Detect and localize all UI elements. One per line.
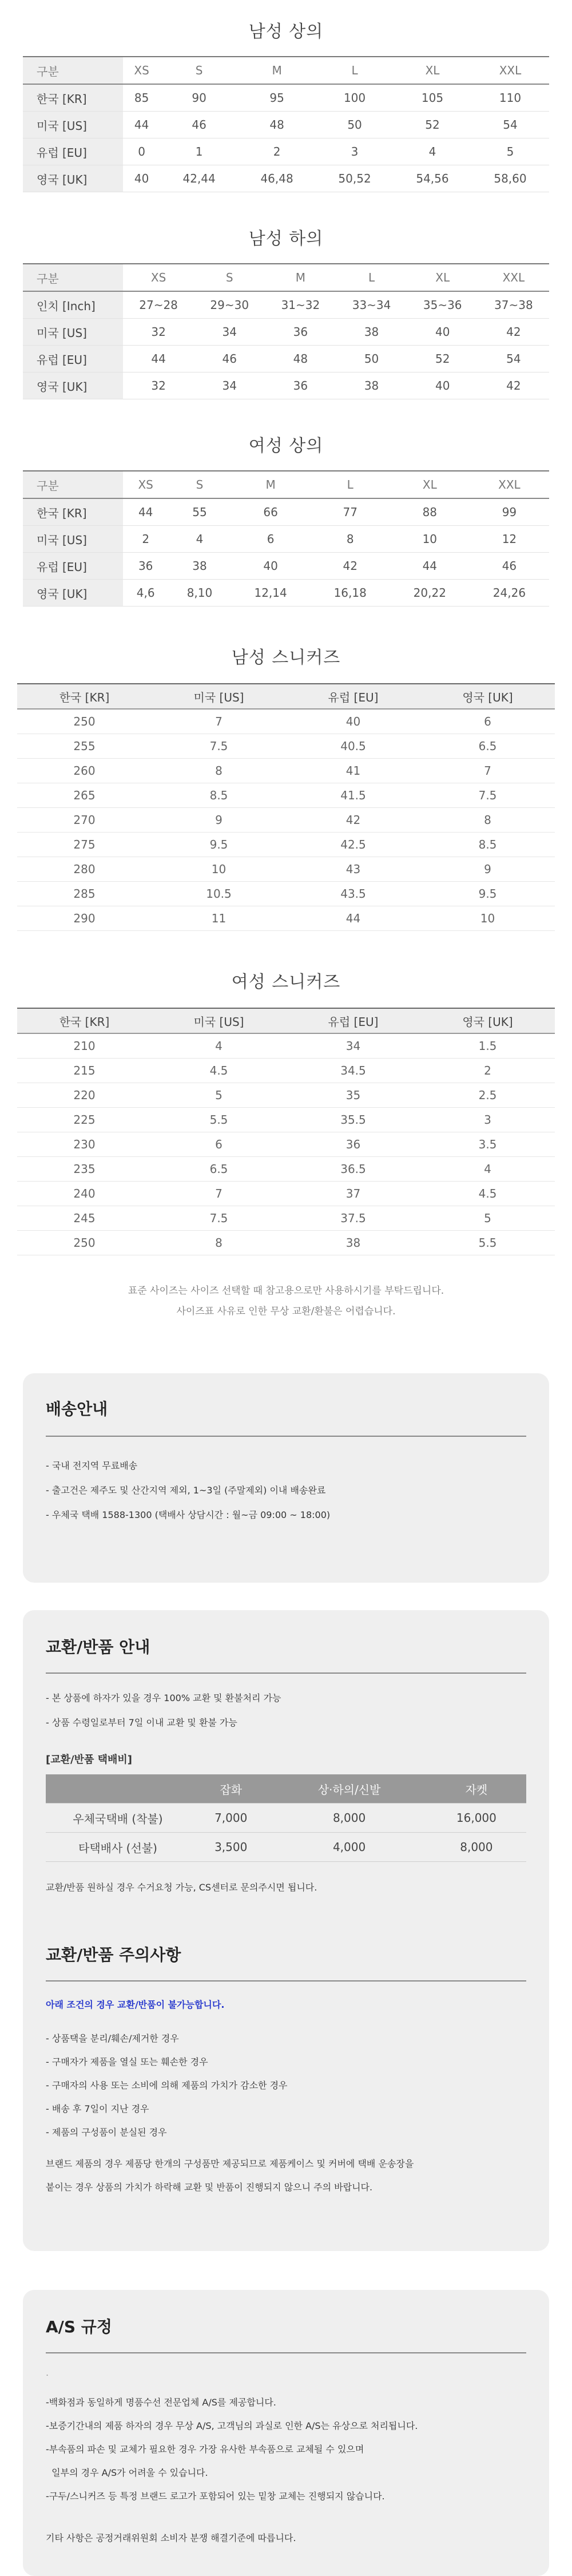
size-header-cell: XL xyxy=(390,471,470,498)
as-line: -백화점과 동일하게 명품수선 전문업체 A/S를 제공합니다. xyxy=(46,2397,276,2408)
size-row xyxy=(23,319,549,346)
size-cell: 110 xyxy=(471,84,549,112)
size-cell: 10 xyxy=(420,906,555,931)
women-sneakers-title: 여성 스니커즈 xyxy=(231,972,341,992)
size-row xyxy=(17,734,555,759)
size-cell: 32 xyxy=(123,319,194,346)
caution-line: - 제품의 구성품이 분실된 경우 xyxy=(46,2127,167,2138)
fee-row xyxy=(46,1804,526,1833)
size-cell: 105 xyxy=(394,84,471,112)
size-header-cell: 구분 xyxy=(23,471,123,498)
size-cell: 42 xyxy=(478,319,549,346)
size-row xyxy=(23,112,549,138)
size-cell: 37 xyxy=(286,1182,420,1206)
size-cell: 12,14 xyxy=(231,580,311,607)
size-row xyxy=(17,1059,555,1083)
size-cell: 8 xyxy=(152,1231,286,1255)
size-cell: 40 xyxy=(407,372,478,399)
size-cell: 42 xyxy=(478,372,549,399)
size-header-cell: XL xyxy=(407,264,478,291)
exchange-box xyxy=(23,1610,549,2251)
size-cell: 40 xyxy=(123,165,160,192)
size-cell: 90 xyxy=(160,84,238,112)
size-notes xyxy=(0,1281,572,1322)
size-cell: 260 xyxy=(17,759,152,783)
size-row xyxy=(17,1231,555,1255)
size-cell: 2 xyxy=(420,1059,555,1083)
fee-table-title: [교환/반품 택배비] xyxy=(46,1754,133,1766)
as-line: -부속품의 파손 및 교체가 필요한 경우 가장 유사한 부속품으로 교체될 수 있으며 xyxy=(46,2444,364,2455)
men-bottoms-table xyxy=(23,263,549,399)
as-title: A/S 규정 xyxy=(46,2317,112,2336)
size-header-cell: 한국 [KR] xyxy=(17,1008,152,1033)
size-cell: 7.5 xyxy=(152,1206,286,1231)
size-cell: 3 xyxy=(420,1108,555,1132)
size-cell: 52 xyxy=(394,112,471,138)
size-cell: 2 xyxy=(123,526,168,553)
size-cell: 5.5 xyxy=(152,1108,286,1132)
size-cell: 100 xyxy=(316,84,394,112)
size-header-cell: XS xyxy=(123,264,194,291)
size-cell: 9 xyxy=(152,808,286,833)
fee-cell: 8,000 xyxy=(272,1804,426,1833)
size-cell: 42,44 xyxy=(160,165,238,192)
size-cell: 5 xyxy=(471,138,549,165)
size-row-label: 한국 [KR] xyxy=(23,498,123,526)
exchange-title: 교환/반품 안내 xyxy=(46,1638,150,1656)
size-row xyxy=(17,709,555,734)
size-cell: 8 xyxy=(152,759,286,783)
size-header-row xyxy=(23,57,549,84)
size-cell: 8.5 xyxy=(152,783,286,808)
size-cell: 88 xyxy=(390,498,470,526)
size-cell: 10 xyxy=(390,526,470,553)
size-row xyxy=(17,1157,555,1182)
size-row-label: 인치 [Inch] xyxy=(23,291,123,319)
size-note-line: 표준 사이즈는 사이즈 선택할 때 참고용으로만 사용하시기를 부탁드립니다. xyxy=(128,1285,444,1297)
size-header-cell: 구분 xyxy=(23,264,123,291)
fee-cell: 3,500 xyxy=(190,1833,272,1862)
size-row xyxy=(17,1132,555,1157)
size-cell: 4,6 xyxy=(123,580,168,607)
size-cell: 40.5 xyxy=(286,734,420,759)
shipping-line: - 국내 전지역 무료배송 xyxy=(46,1460,138,1471)
size-cell: 6 xyxy=(152,1132,286,1157)
size-cell: 54 xyxy=(478,346,549,372)
men-tops-title: 남성 상의 xyxy=(248,22,324,42)
size-row-label: 미국 [US] xyxy=(23,319,123,346)
fee-header-cell: 자켓 xyxy=(427,1774,526,1804)
size-header-cell: 미국 [US] xyxy=(152,684,286,709)
size-header-cell: M xyxy=(265,264,336,291)
size-cell: 220 xyxy=(17,1083,152,1108)
size-row xyxy=(23,291,549,319)
size-header-cell: 영국 [UK] xyxy=(420,1008,555,1033)
size-cell: 36.5 xyxy=(286,1157,420,1182)
caution-paragraph: 브랜드 제품의 경우 제품당 한개의 구성품만 제공되므로 제품케이스 및 커버에 택배 운송장을 xyxy=(46,2158,414,2169)
size-cell: 44 xyxy=(123,112,160,138)
size-header-row xyxy=(17,684,555,709)
size-row-label: 유럽 [EU] xyxy=(23,346,123,372)
size-header-cell: 영국 [UK] xyxy=(420,684,555,709)
size-cell: 210 xyxy=(17,1033,152,1059)
size-cell: 24,26 xyxy=(470,580,549,607)
size-row xyxy=(17,906,555,931)
size-cell: 250 xyxy=(17,1231,152,1255)
size-cell: 46,48 xyxy=(238,165,316,192)
size-cell: 46 xyxy=(194,346,265,372)
men-sneakers-title: 남성 스니커즈 xyxy=(231,648,341,668)
size-cell: 275 xyxy=(17,833,152,857)
size-cell: 5.5 xyxy=(420,1231,555,1255)
size-row xyxy=(17,783,555,808)
size-header-cell: S xyxy=(160,57,238,84)
size-cell: 6.5 xyxy=(152,1157,286,1182)
size-row xyxy=(23,372,549,399)
size-row-label: 미국 [US] xyxy=(23,112,123,138)
size-header-cell: 미국 [US] xyxy=(152,1008,286,1033)
size-header-cell: XL xyxy=(394,57,471,84)
size-cell: 4 xyxy=(394,138,471,165)
size-row xyxy=(23,526,549,553)
size-cell: 5 xyxy=(420,1206,555,1231)
size-cell: 5 xyxy=(152,1083,286,1108)
size-header-cell: XXL xyxy=(470,471,549,498)
size-row xyxy=(17,1033,555,1059)
as-line: 일부의 경우 A/S가 어려울 수 있습니다. xyxy=(46,2467,208,2478)
size-cell: 54,56 xyxy=(394,165,471,192)
as-line: -구두/스니커즈 등 특정 브랜드 로고가 포함되어 있는 밑창 교체는 진행되지 않습니다. xyxy=(46,2491,385,2502)
size-cell: 7 xyxy=(152,1182,286,1206)
exchange-footer: 교환/반품 원하실 경우 수거요청 가능, CS센터로 문의주시면 됩니다. xyxy=(46,1882,317,1893)
size-cell: 99 xyxy=(470,498,549,526)
size-row xyxy=(23,580,549,607)
size-cell: 44 xyxy=(123,498,168,526)
size-row xyxy=(17,1108,555,1132)
size-cell: 40 xyxy=(407,319,478,346)
size-cell: 52 xyxy=(407,346,478,372)
size-cell: 11 xyxy=(152,906,286,931)
men-sneakers-table xyxy=(17,683,555,931)
size-cell: 58,60 xyxy=(471,165,549,192)
size-cell: 34 xyxy=(194,319,265,346)
men-tops-table xyxy=(23,56,549,192)
size-cell: 8.5 xyxy=(420,833,555,857)
fee-cell: 16,000 xyxy=(427,1804,526,1833)
size-cell: 48 xyxy=(238,112,316,138)
size-cell: 35.5 xyxy=(286,1108,420,1132)
fee-header-cell: 상·하의/신발 xyxy=(272,1774,426,1804)
size-header-cell: S xyxy=(168,471,231,498)
fee-cell: 8,000 xyxy=(427,1833,526,1862)
size-cell: 8 xyxy=(311,526,390,553)
size-row xyxy=(17,882,555,906)
size-cell: 0 xyxy=(123,138,160,165)
size-cell: 37.5 xyxy=(286,1206,420,1231)
size-cell: 285 xyxy=(17,882,152,906)
size-cell: 38 xyxy=(336,372,407,399)
size-row xyxy=(23,498,549,526)
women-tops-title: 여성 상의 xyxy=(248,436,324,456)
size-cell: 42.5 xyxy=(286,833,420,857)
size-cell: 9.5 xyxy=(152,833,286,857)
size-header-cell: S xyxy=(194,264,265,291)
size-header-cell: L xyxy=(336,264,407,291)
size-cell: 9.5 xyxy=(420,882,555,906)
size-header-row xyxy=(23,264,549,291)
size-row xyxy=(23,553,549,580)
size-cell: 20,22 xyxy=(390,580,470,607)
caution-highlight: 아래 조건의 경우 교환/반품이 불가능합니다. xyxy=(46,1999,225,2010)
size-cell: 38 xyxy=(168,553,231,580)
size-header-cell: 유럽 [EU] xyxy=(286,1008,420,1033)
size-cell: 4 xyxy=(420,1157,555,1182)
as-footer: 기타 사항은 공정거래위원회 소비자 분쟁 해결기준에 따릅니다. xyxy=(46,2533,296,2543)
size-cell: 46 xyxy=(160,112,238,138)
size-cell: 27~28 xyxy=(123,291,194,319)
size-cell: 4 xyxy=(168,526,231,553)
shipping-box xyxy=(23,1373,549,1583)
size-cell: 255 xyxy=(17,734,152,759)
size-cell: 55 xyxy=(168,498,231,526)
size-cell: 77 xyxy=(311,498,390,526)
size-header-cell: XXL xyxy=(471,57,549,84)
size-header-cell: XS xyxy=(123,57,160,84)
shipping-line: - 우체국 택배 1588-1300 (택배사 상담시간 : 월~금 09:00 ~ 18:00) xyxy=(46,1509,331,1520)
size-row xyxy=(23,84,549,112)
size-cell: 43.5 xyxy=(286,882,420,906)
fee-row xyxy=(46,1833,526,1862)
caution-line: - 상품택을 분리/훼손/제거한 경우 xyxy=(46,2033,179,2044)
as-dot: . xyxy=(46,2367,49,2378)
size-header-cell: 유럽 [EU] xyxy=(286,684,420,709)
size-cell: 8 xyxy=(420,808,555,833)
size-cell: 95 xyxy=(238,84,316,112)
size-row-label: 유럽 [EU] xyxy=(23,138,123,165)
fee-cell: 타택배사 (선불) xyxy=(46,1833,190,1862)
size-cell: 35~36 xyxy=(407,291,478,319)
fee-header-cell: 잡화 xyxy=(190,1774,272,1804)
size-cell: 4 xyxy=(152,1033,286,1059)
size-cell: 42 xyxy=(311,553,390,580)
size-cell: 8,10 xyxy=(168,580,231,607)
size-cell: 40 xyxy=(231,553,311,580)
shipping-title: 배송안내 xyxy=(46,1400,108,1418)
size-cell: 3 xyxy=(316,138,394,165)
fee-header-cell xyxy=(46,1774,190,1804)
size-row xyxy=(23,138,549,165)
size-cell: 32 xyxy=(123,372,194,399)
size-note-line: 사이즈표 사유로 인한 무상 교환/환불은 어렵습니다. xyxy=(176,1306,396,1317)
size-cell: 1 xyxy=(160,138,238,165)
size-row-label: 한국 [KR] xyxy=(23,84,123,112)
size-cell: 215 xyxy=(17,1059,152,1083)
size-row-label: 영국 [UK] xyxy=(23,372,123,399)
size-cell: 36 xyxy=(265,319,336,346)
caution-line: - 구매자가 제품을 열실 또는 훼손한 경우 xyxy=(46,2056,208,2067)
size-cell: 230 xyxy=(17,1132,152,1157)
size-header-row xyxy=(17,1008,555,1033)
size-cell: 7.5 xyxy=(420,783,555,808)
women-sneakers-table xyxy=(17,1008,555,1255)
size-cell: 225 xyxy=(17,1108,152,1132)
size-cell: 235 xyxy=(17,1157,152,1182)
size-row-label: 영국 [UK] xyxy=(23,580,123,607)
size-cell: 34.5 xyxy=(286,1059,420,1083)
size-cell: 7.5 xyxy=(152,734,286,759)
size-row xyxy=(17,1182,555,1206)
size-header-cell: 한국 [KR] xyxy=(17,684,152,709)
size-cell: 4.5 xyxy=(152,1059,286,1083)
size-cell: 12 xyxy=(470,526,549,553)
size-cell: 41 xyxy=(286,759,420,783)
size-cell: 1.5 xyxy=(420,1033,555,1059)
size-cell: 44 xyxy=(286,906,420,931)
size-row-label: 미국 [US] xyxy=(23,526,123,553)
size-row xyxy=(17,759,555,783)
caution-line: - 구매자의 사용 또는 소비에 의해 제품의 가치가 감소한 경우 xyxy=(46,2080,288,2091)
exchange-line: - 상품 수령일로부터 7일 이내 교환 및 환불 가능 xyxy=(46,1717,237,1728)
as-box xyxy=(23,2290,549,2576)
size-cell: 66 xyxy=(231,498,311,526)
size-cell: 46 xyxy=(470,553,549,580)
women-tops-table xyxy=(23,470,549,607)
size-header-cell: XS xyxy=(123,471,168,498)
size-cell: 280 xyxy=(17,857,152,882)
size-cell: 38 xyxy=(286,1231,420,1255)
caution-title: 교환/반품 주의사항 xyxy=(46,1945,181,1964)
shipping-line: - 출고건은 제주도 및 산간지역 제외, 1~3일 (주말제외) 이내 배송완료 xyxy=(46,1485,326,1496)
size-cell: 270 xyxy=(17,808,152,833)
fee-cell: 7,000 xyxy=(190,1804,272,1833)
men-bottoms-title: 남성 하의 xyxy=(248,229,324,249)
size-cell: 240 xyxy=(17,1182,152,1206)
size-cell: 35 xyxy=(286,1083,420,1108)
size-row xyxy=(17,1206,555,1231)
size-cell: 3.5 xyxy=(420,1132,555,1157)
size-row xyxy=(23,346,549,372)
exchange-line: - 본 상품에 하자가 있을 경우 100% 교환 및 환불처리 가능 xyxy=(46,1693,281,1703)
size-cell: 50 xyxy=(316,112,394,138)
size-cell: 16,18 xyxy=(311,580,390,607)
size-header-cell: L xyxy=(316,57,394,84)
fee-header-row xyxy=(46,1774,526,1804)
size-cell: 54 xyxy=(471,112,549,138)
size-cell: 7 xyxy=(420,759,555,783)
caution-paragraph: 붙이는 경우 상품의 가치가 하락해 교환 및 반품이 진행되지 않으니 주의 바랍니다. xyxy=(46,2182,373,2193)
size-cell: 7 xyxy=(152,709,286,734)
size-cell: 2.5 xyxy=(420,1083,555,1108)
size-cell: 34 xyxy=(194,372,265,399)
fee-cell: 우체국택배 (착불) xyxy=(46,1804,190,1833)
size-row xyxy=(23,165,549,192)
size-cell: 36 xyxy=(123,553,168,580)
size-cell: 33~34 xyxy=(336,291,407,319)
size-row xyxy=(17,808,555,833)
size-row xyxy=(17,833,555,857)
size-cell: 43 xyxy=(286,857,420,882)
size-cell: 265 xyxy=(17,783,152,808)
size-cell: 6 xyxy=(420,709,555,734)
as-line: -보증기간내의 제품 하자의 경우 무상 A/S, 고객님의 과실로 인한 A/S는 유상으로 처리됩니다. xyxy=(46,2420,418,2431)
size-header-cell: L xyxy=(311,471,390,498)
caution-line: - 배송 후 7일이 지난 경우 xyxy=(46,2103,149,2114)
size-cell: 34 xyxy=(286,1033,420,1059)
size-cell: 6 xyxy=(231,526,311,553)
size-cell: 85 xyxy=(123,84,160,112)
size-row-label: 유럽 [EU] xyxy=(23,553,123,580)
size-cell: 36 xyxy=(265,372,336,399)
size-cell: 44 xyxy=(123,346,194,372)
size-cell: 38 xyxy=(336,319,407,346)
size-header-cell: 구분 xyxy=(23,57,123,84)
size-cell: 2 xyxy=(238,138,316,165)
size-cell: 41.5 xyxy=(286,783,420,808)
size-cell: 42 xyxy=(286,808,420,833)
size-header-cell: M xyxy=(238,57,316,84)
size-cell: 4.5 xyxy=(420,1182,555,1206)
size-header-cell: M xyxy=(231,471,311,498)
size-cell: 9 xyxy=(420,857,555,882)
size-cell: 50 xyxy=(336,346,407,372)
fee-cell: 4,000 xyxy=(272,1833,426,1862)
size-header-row xyxy=(23,471,549,498)
size-cell: 36 xyxy=(286,1132,420,1157)
size-row xyxy=(17,1083,555,1108)
size-cell: 44 xyxy=(390,553,470,580)
size-cell: 37~38 xyxy=(478,291,549,319)
size-header-cell: XXL xyxy=(478,264,549,291)
size-row-label: 영국 [UK] xyxy=(23,165,123,192)
size-cell: 48 xyxy=(265,346,336,372)
size-cell: 29~30 xyxy=(194,291,265,319)
size-cell: 290 xyxy=(17,906,152,931)
size-cell: 31~32 xyxy=(265,291,336,319)
size-cell: 10.5 xyxy=(152,882,286,906)
size-cell: 245 xyxy=(17,1206,152,1231)
size-cell: 6.5 xyxy=(420,734,555,759)
size-cell: 10 xyxy=(152,857,286,882)
size-row xyxy=(17,857,555,882)
size-cell: 50,52 xyxy=(316,165,394,192)
size-cell: 40 xyxy=(286,709,420,734)
fee-table xyxy=(46,1774,526,1862)
size-cell: 250 xyxy=(17,709,152,734)
